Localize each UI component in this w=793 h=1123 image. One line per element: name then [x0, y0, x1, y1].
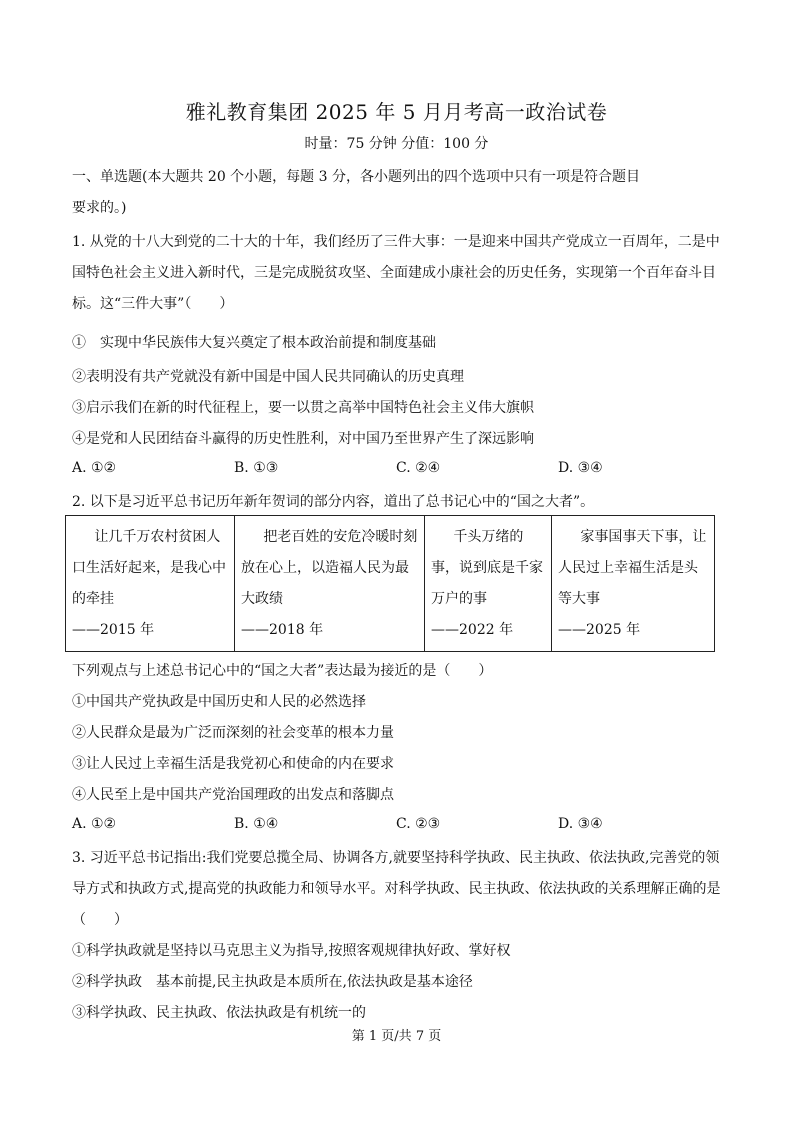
- quote-text: 千头万绪的事，说到底是千家万户的事: [431, 529, 543, 607]
- page-title: 雅礼教育集团 2025 年 5 月月考高一政治试卷: [185, 100, 608, 124]
- q1-item-2: ②表明没有共产党就没有新中国是中国人民共同确认的历史真理: [72, 369, 464, 385]
- q1-options: [72, 460, 722, 476]
- q2-question: 下列观点与上述总书记心中的“国之大者”表达最为接近的是（ ）: [72, 663, 493, 679]
- q1-stem-line3: 标。这“三件大事”（ ）: [72, 296, 234, 312]
- section-heading-cont: 要求的。): [72, 200, 127, 216]
- q2-stem: 2. 以下是习近平总书记历年新年贺词的部分内容，道出了总书记心中的“国之大者”。: [72, 494, 595, 510]
- q1-item-1: ① 实现中华民族伟大复兴奠定了根本政治前提和制度基础: [72, 335, 436, 351]
- q1-option-b: B. ①③: [234, 460, 279, 476]
- q2-option-c: C. ②③: [396, 816, 441, 832]
- q1-stem-line2: 国特色社会主义进入新时代，三是完成脱贫攻坚、全面建成小康社会的历史任务，实现第一个百年奋斗目: [72, 265, 716, 281]
- q3-stem-line1: 3. 习近平总书记指出:我们党要总揽全局、协调各方,就要坚持科学执政、民主执政、依法执政,完善党的领: [72, 850, 720, 866]
- quote-cell-2022: [425, 516, 552, 652]
- q3-item-2: ②科学执政 基本前提,民主执政是本质所在,依法执政是基本途径: [72, 974, 473, 990]
- new-year-quotes-table: [65, 515, 715, 652]
- page-number: 第 1 页/共 7 页: [351, 1029, 442, 1044]
- quote-year: ——2025 年: [558, 622, 641, 638]
- q2-option-b: B. ①④: [234, 816, 279, 832]
- quote-text: 把老百姓的安危冷暖时刻放在心上，以造福人民为最大政绩: [241, 529, 418, 607]
- quote-year: ——2015 年: [72, 622, 155, 638]
- quote-text: 让几千万农村贫困人口生活好起来，是我心中的牵挂: [72, 529, 226, 607]
- q3-stem-line3: （ ）: [72, 912, 128, 928]
- q2-item-3: ③让人民过上幸福生活是我党初心和使命的内在要求: [72, 756, 394, 772]
- q1-option-d: D. ③④: [558, 460, 603, 476]
- quote-text: 家事国事天下事，让人民过上幸福生活是头等大事: [558, 529, 707, 607]
- q2-options: [72, 816, 722, 832]
- q3-stem-line2: 导方式和执政方式,提高党的执政能力和领导水平。对科学执政、民主执政、依法执政的关系理解正确的是: [72, 881, 721, 897]
- q1-item-3: ③启示我们在新的时代征程上，要一以贯之高举中国特色社会主义伟大旗帜: [72, 400, 534, 416]
- q3-item-3: ③科学执政、民主执政、依法执政是有机统一的: [72, 1005, 366, 1021]
- section-heading: 一、单选题(本大题共 20 个小题，每题 3 分，各小题列出的四个选项中只有一项是符合题目: [72, 169, 640, 185]
- q2-item-1: ①中国共产党执政是中国历史和人民的必然选择: [72, 694, 366, 710]
- q2-item-4: ④人民至上是中国共产党治国理政的出发点和落脚点: [72, 787, 394, 803]
- q1-option-a: A. ①②: [72, 460, 117, 476]
- quote-year: ——2018 年: [241, 622, 324, 638]
- quote-year: ——2022 年: [431, 622, 514, 638]
- q2-item-2: ②人民群众是最为广泛而深刻的社会变革的根本力量: [72, 725, 394, 741]
- q1-option-c: C. ②④: [396, 460, 441, 476]
- q2-option-d: D. ③④: [558, 816, 603, 832]
- exam-time-score: 时量：75 分钟 分值：100 分: [304, 136, 489, 152]
- quote-cell-2018: [235, 516, 425, 652]
- quote-cell-2015: [66, 516, 235, 652]
- q1-stem-line1: 1. 从党的十八大到党的二十大的十年，我们经历了三件大事：一是迎来中国共产党成立一百周年，二是中: [72, 234, 720, 250]
- q3-item-1: ①科学执政就是坚持以马克思主义为指导,按照客观规律执好政、掌好权: [72, 943, 511, 959]
- q2-option-a: A. ①②: [72, 816, 117, 832]
- quote-cell-2025: [552, 516, 715, 652]
- q1-item-4: ④是党和人民团结奋斗赢得的历史性胜利，对中国乃至世界产生了深远影响: [72, 431, 534, 447]
